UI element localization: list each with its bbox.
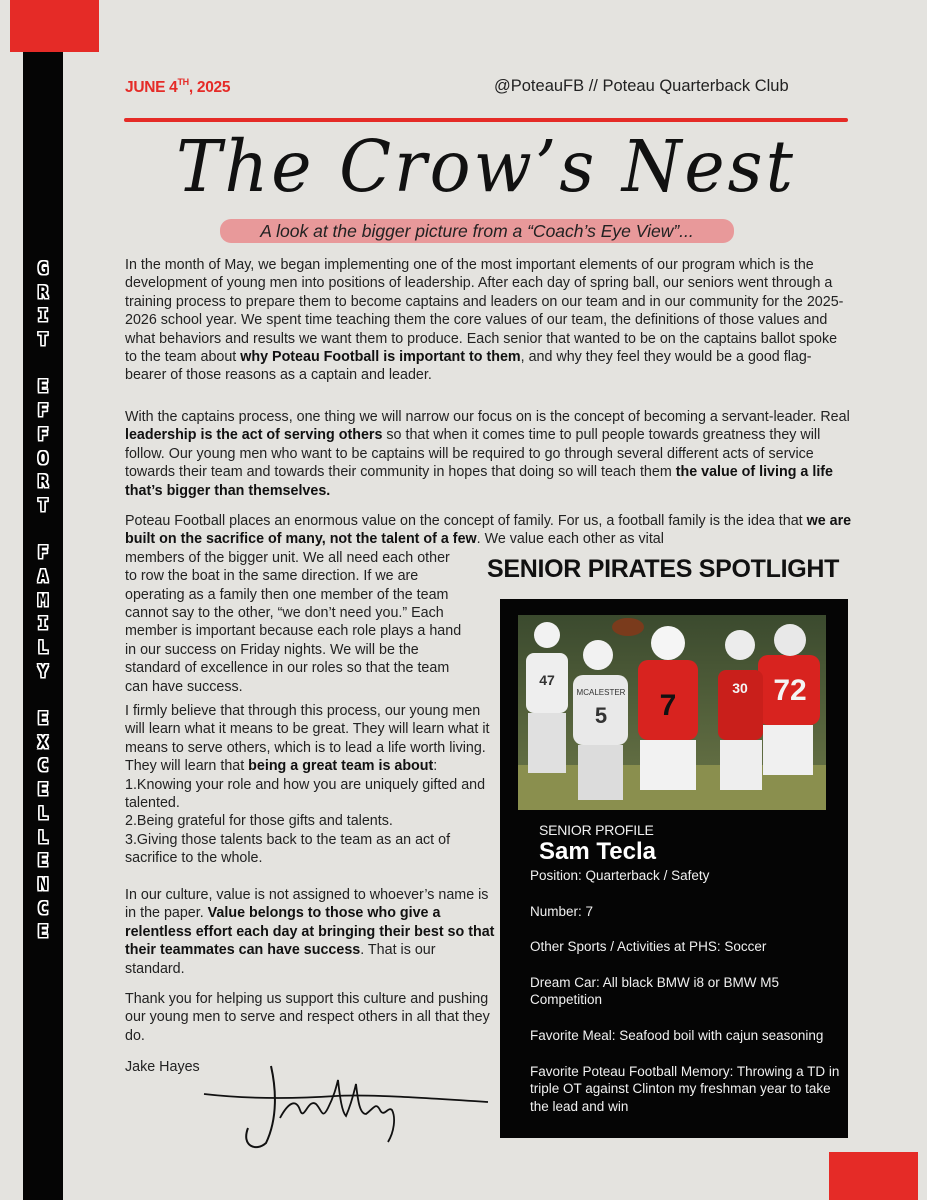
sidebar-letter: F [37, 401, 49, 422]
decorative-red-square-bottom [829, 1152, 918, 1200]
sidebar-letter: X [37, 732, 49, 753]
author-signoff: Jake Hayes [125, 1059, 200, 1075]
decorative-red-square-top [10, 0, 99, 52]
profile-favorite-meal: Favorite Meal: Seafood boil with cajun seasoning [530, 1027, 824, 1043]
sidebar-letter [38, 684, 48, 708]
issue-date: JUNE 4TH, 2025 [125, 77, 231, 96]
sidebar-letter: E [37, 922, 49, 943]
list-item: 3.Giving those talents back to the team as an act of sacrifice to the whole. [125, 831, 451, 867]
profile-other-sports: Other Sports / Activities at PHS: Soccer [530, 939, 767, 955]
article-paragraph-6: Thank you for helping us support this culture and pushing our young men to serve and respect others in all that they do. [125, 991, 490, 1044]
profile-label: SENIOR PROFILE [539, 822, 654, 838]
article-paragraph-1: In the month of May, we began implementing one of the most important elements of our program which is the development of young men into positions of leadership. After each day of spring ball, our seniors went through a training process to prepare them to become captains and leaders on our team and in our community for the 2025-2026 school year. We spent time teaching them the core values of our team, the definitions of those values and what behaviors and results we want them to produce. Each senior that wanted to be on the captains ballot spoke to the team about why Poteau Football is important to them, and why they feel they would be a good flag-bearer of those reasons as a captain and leader. [125, 257, 844, 384]
spotlight-heading: SENIOR PIRATES SPOTLIGHT [487, 555, 840, 583]
sidebar-letter: F [37, 543, 49, 564]
list-item: 1.Knowing your role and how you are uniquely gifted and talented. [125, 776, 486, 812]
profile-number: Number: 7 [530, 903, 594, 919]
sidebar-letter: N [37, 874, 49, 895]
list-item: 2.Being grateful for those gifts and talents. [125, 813, 393, 830]
profile-memory: Favorite Poteau Football Memory: Throwing a TD in triple OT against Clinton my freshman year to take the lead and win [530, 1063, 840, 1114]
player-name: Sam Tecla [539, 838, 656, 865]
sidebar-letter: L [37, 638, 49, 658]
article-paragraph-3: Poteau Football places an enormous value on the concept of family. For us, a football family is the idea that we are built on the sacrifice of many, not the talent of a few. We value each other as vital members of the bigger unit. We all need each other to row the boat in the same direction. If we are operating as a family then one member of the team cannot say to the other, “we don’t need you.” Each member is important because each role plays a hand in our success on Friday nights. We will be the standard of excellence in our roles so that the team can have success. [125, 513, 852, 695]
sidebar-letter: L [37, 827, 49, 848]
jersey-number: 30 [732, 680, 748, 696]
sidebar-letter: O [37, 448, 49, 469]
sidebar-letter: E [37, 780, 49, 801]
handwritten-signature [196, 1058, 496, 1154]
sidebar-letter: E [37, 377, 49, 398]
social-handle: @PoteauFB // Poteau Quarterback Club [494, 77, 789, 95]
sidebar-letter: C [37, 756, 49, 777]
sidebar-letter: G [37, 259, 49, 279]
article-paragraph-2: With the captains process, one thing we will narrow our focus on is the concept of becoming a servant-leader. Real leadership is the act of serving others so that when it comes time to pull people towards greatness they will follow. Our young men who want to be captains will be required to go through several different acts of service towards their team and towards their community in hopes that doing so will teach them the value of living a life that’s bigger than themselves. [125, 409, 850, 499]
sidebar-letter: A [37, 566, 49, 587]
sidebar-letter: I [37, 306, 49, 327]
sidebar-letter: E [37, 851, 49, 872]
sidebar-letter: I [37, 614, 49, 635]
sidebar-letter [38, 519, 48, 543]
newsletter-title: The Crow’s Nest [176, 126, 796, 209]
sidebar-letter: C [37, 898, 49, 919]
profile-fields [530, 867, 840, 1133]
header-rule [124, 118, 848, 122]
sidebar-letter: Y [37, 661, 49, 682]
jersey-number: 47 [539, 672, 555, 688]
football [612, 618, 644, 636]
sidebar-letter: R [37, 472, 49, 493]
sidebar-letter: E [37, 709, 49, 730]
sidebar-letter: F [37, 424, 49, 445]
jersey-wordmark: MCALESTER [576, 688, 626, 697]
article-paragraph-4: I firmly believe that through this process, our young men will learn what it means to be great. They will learn what it means to serve others, which is to lead a life worth living. They will learn that being a great team is about: 1.Knowing your role and how you are uniquely gifted and talented. 2.Being grateful for those gifts and talents. 3.Giving those talents back to the team as an act of sacrifice to the whole. [125, 702, 495, 868]
sidebar-letter [38, 353, 48, 377]
sidebar-letter: R [37, 282, 49, 303]
sidebar-motto [30, 258, 56, 945]
profile-position: Position: Quarterback / Safety [530, 868, 710, 883]
jersey-number: 72 [773, 674, 807, 707]
jersey-number: 7 [659, 689, 677, 722]
sidebar-letter: T [37, 495, 49, 516]
sidebar-letter: M [37, 590, 49, 611]
jersey-number: 5 [594, 703, 608, 728]
sidebar-letter: T [37, 330, 49, 351]
newsletter-subtitle: A look at the bigger picture from a “Coach’s Eye View”... [220, 219, 734, 243]
profile-dream-car: Dream Car: All black BMW i8 or BMW M5 Competition [530, 974, 780, 1008]
sidebar-letter: L [37, 803, 49, 824]
article-paragraph-5: In our culture, value is not assigned to whoever’s name is in the paper. Value belongs to those who give a relentless effort each day at bringing their best so that their teammates can have success. That is our standard. [125, 887, 495, 977]
player-action-photo [518, 615, 826, 810]
